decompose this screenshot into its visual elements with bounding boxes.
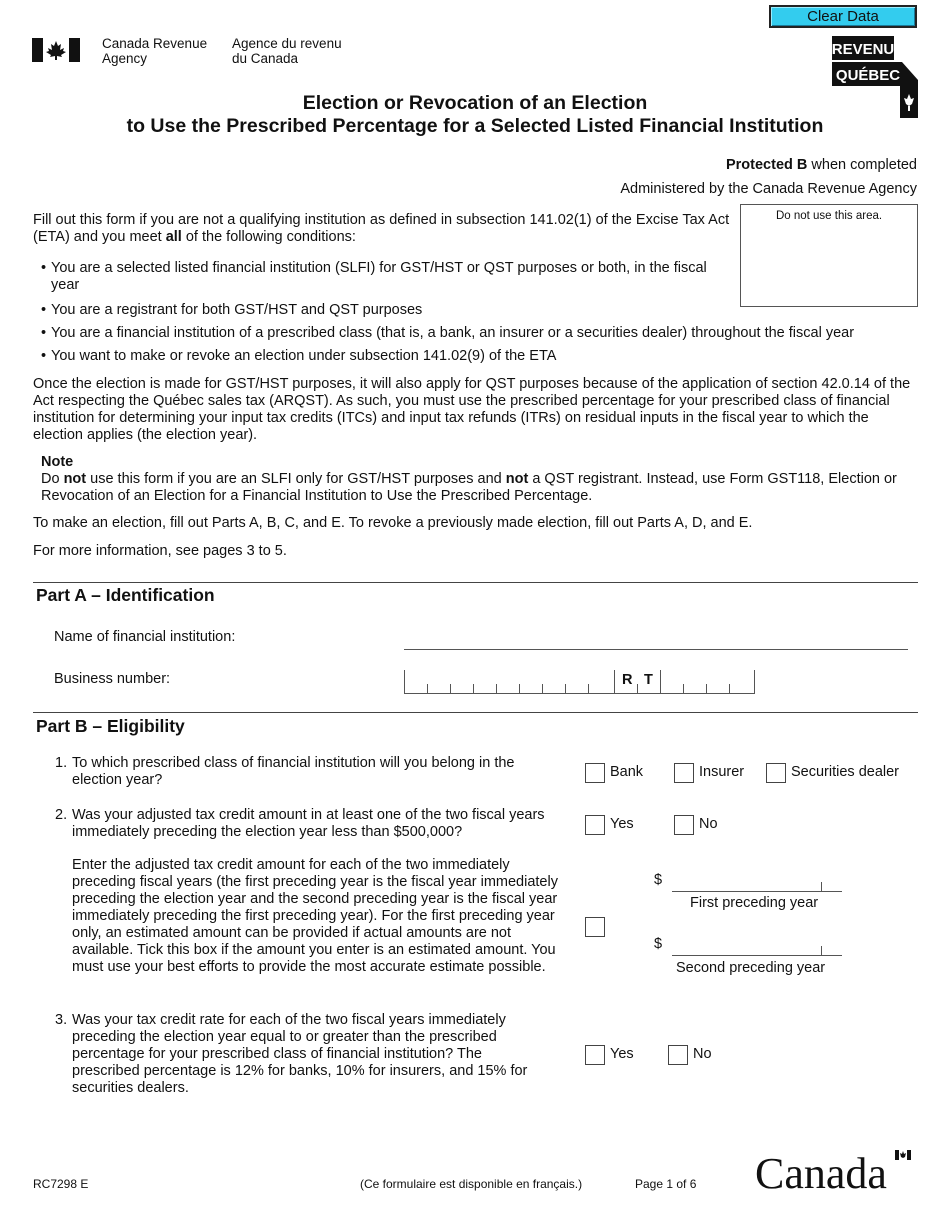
insurer-label: Insurer [699,764,745,780]
protected-b-notice: Protected B when completed [725,157,917,173]
bn-t: T [644,672,653,688]
condition-bullet: • You are a financial institution of a prescribed class (that is, a bank, an insurer or a securities dealer) throughout the fiscal year [41,325,855,341]
institution-name-label: Name of financial institution: [54,629,236,645]
rq-logo-text-1: REVENU [832,41,895,58]
condition-bullet: • You are a registrant for both GST/HST and QST purposes [41,302,423,318]
bank-label: Bank [610,764,644,780]
q2-yes-label: Yes [610,816,634,832]
wordmark-flag-icon [895,1150,911,1160]
securities-dealer-label: Securities dealer [791,764,899,780]
divider [33,582,918,583]
clear-data-button[interactable]: Clear Data [769,5,917,28]
bn-r: R [622,672,633,688]
second-preceding-year-amount[interactable] [672,940,842,956]
securities-dealer-checkbox[interactable] [766,763,786,783]
first-preceding-year-amount[interactable] [672,876,842,892]
canada-flag-icon [32,38,80,62]
first-preceding-year-label: First preceding year [690,895,819,911]
currency-symbol: $ [654,936,663,952]
more-info: For more information, see pages 3 to 5. [33,543,287,559]
part-b-title: Part B – Eligibility [36,716,185,736]
form-id: RC7298 E [33,1177,89,1191]
administered-by: Administered by the Canada Revenue Agency [620,181,917,197]
q3-yes-label: Yes [610,1046,634,1062]
french-availability: (Ce formulaire est disponible en français.) [360,1177,583,1191]
note-text: Do not use this form if you are an SLFI only for GST/HST purposes and not a QST registrant. Instead, use Form GST118, Election or Revocation of an Election for a Financial Institution to Use the Prescribed Percentage. [41,471,897,504]
q3-yes-checkbox[interactable] [585,1045,605,1065]
currency-symbol: $ [654,872,663,888]
agency-name-fr: Agence du revenu du Canada [232,36,342,66]
estimated-amount-checkbox[interactable] [585,917,605,937]
divider [33,712,918,713]
condition-bullet: • You are a selected listed financial institution (SLFI) for GST/HST or QST purposes or both, in the fiscal year [41,260,707,293]
insurer-checkbox[interactable] [674,763,694,783]
do-not-use-area: Do not use this area. [740,204,918,307]
condition-bullet: • You want to make or revoke an election under subsection 141.02(9) of the ETA [41,348,557,364]
question-2: 2. Was your adjusted tax credit amount in at least one of the two fiscal years immediately preceding the election year less than $500,000? [55,807,545,840]
intro-paragraph: Fill out this form if you are not a qualifying institution as defined in subsection 141.02(1) of the Excise Tax Act (ETA) and you meet all of the following conditions: [33,212,730,245]
question-1: 1. To which prescribed class of financial institution will you belong in the election year? [55,755,515,788]
canada-wordmark [755,1148,915,1192]
bank-checkbox[interactable] [585,763,605,783]
business-number-label: Business number: [54,671,171,687]
agency-name-en: Canada Revenue Agency [102,36,208,66]
question-2-detail: Enter the adjusted tax credit amount for each of the two immediately preceding fiscal years (the first preceding year is the fiscal year immediately preceding the election year and the second preceding year is the fiscal year immediately preceding the first preceding year). For the first preceding year only, an estimated amount can be provided if actual amounts are not available. Tick this box if the amount you enter is an estimated amount. You must use your best efforts to provide the most accurate estimate possible. [72,857,558,975]
business-number-field[interactable] [404,670,755,694]
second-preceding-year-label: Second preceding year [676,960,826,976]
question-3: 3. Was your tax credit rate for each of the two fiscal years immediately preceding the election year equal to or greater than the prescribed percentage for your prescribed class of financial institution? The prescribed percentage is 12% for banks, 10% for insurers, and 15% for securities dealers. [55,1012,528,1096]
note-heading: Note [41,454,74,470]
part-a-title: Part A – Identification [36,585,215,605]
q2-yes-checkbox[interactable] [585,815,605,835]
instructions: To make an election, fill out Parts A, B, C, and E. To revoke a previously made election, fill out Parts A, D, and E. [33,515,753,531]
wordmark-text: Canada [755,1149,887,1192]
q3-no-label: No [693,1046,712,1062]
rq-logo-text-2: QUÉBEC [835,67,901,84]
election-paragraph: Once the election is made for GST/HST purposes, it will also apply for QST purposes because of the application of section 42.0.14 of the Act respecting the Québec sales tax (ARQST). As such, you must use the prescribed percentage for your prescribed class of financial institution for determining your input tax credits (ITCs) and input tax refunds (ITRs) on residual inputs in the fiscal year to which the election applies (the election year). [33,376,911,443]
page-number: Page 1 of 6 [635,1177,697,1191]
q3-no-checkbox[interactable] [668,1045,688,1065]
q2-no-checkbox[interactable] [674,815,694,835]
form-title-line-1: Election or Revocation of an Election [302,92,648,114]
form-title-line-2: to Use the Prescribed Percentage for a Selected Listed Financial Institution [126,115,824,137]
q2-no-label: No [699,816,718,832]
institution-name-field[interactable] [404,649,908,650]
